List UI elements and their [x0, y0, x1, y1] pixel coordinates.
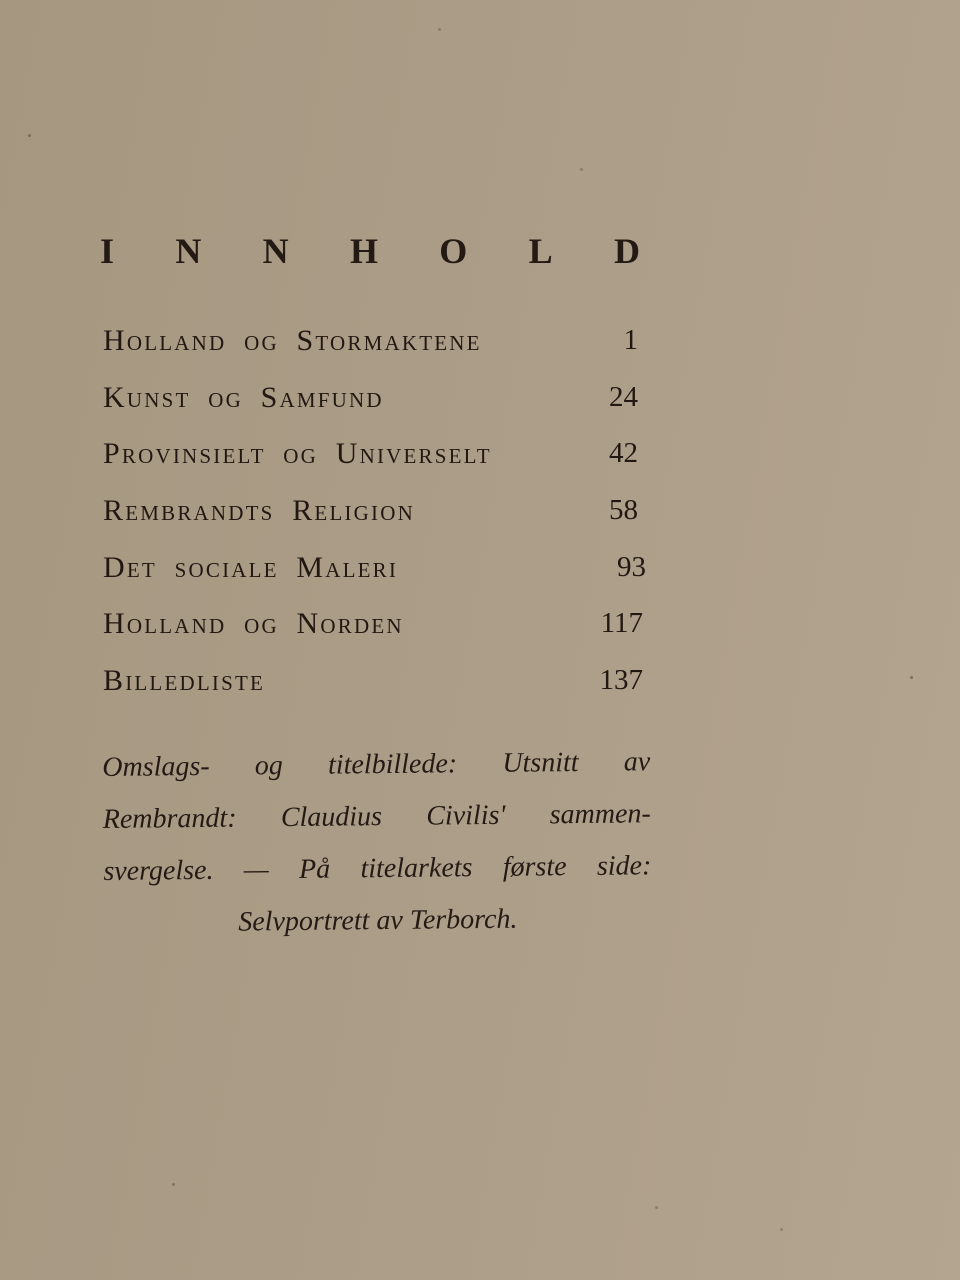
title-letter: I	[100, 231, 115, 271]
toc-entry-title: Det sociale Maleri	[103, 550, 399, 584]
toc-entry-page: 24	[609, 380, 638, 413]
toc-entry	[103, 658, 648, 715]
title-letter: N	[175, 231, 202, 271]
title-letter: H	[349, 231, 378, 271]
paper-speck	[780, 1228, 783, 1231]
toc-entry-title: Rembrandts Religion	[103, 494, 415, 528]
caption-line: svergelse. — På titelarkets første side:	[103, 850, 652, 887]
title-letter: L	[528, 231, 553, 271]
paper-speck	[28, 134, 31, 137]
toc-entry	[103, 431, 648, 488]
toc-entry-page: 58	[609, 494, 638, 527]
table-of-contents	[103, 318, 648, 715]
toc-entry-title: Holland og Stormaktene	[103, 324, 482, 357]
paper-speck	[910, 676, 913, 679]
caption-line: Selvportrett av Terborch.	[238, 903, 518, 938]
toc-entry-page: 42	[609, 437, 638, 470]
toc-entry-title: Billedliste	[103, 664, 266, 698]
paper-speck	[438, 28, 441, 31]
toc-entry-title: Holland og Norden	[103, 607, 404, 641]
paper-speck	[172, 1183, 175, 1186]
toc-entry	[103, 545, 648, 602]
paper-speck	[580, 168, 583, 171]
toc-entry	[103, 601, 648, 658]
image-credits-caption	[102, 736, 652, 950]
toc-entry-title: Provinsielt og Universelt	[103, 437, 492, 471]
page-title	[100, 230, 640, 272]
title-letter: D	[613, 231, 640, 271]
toc-entry	[103, 318, 648, 375]
caption-line: Rembrandt: Claudius Civilis' sammen-	[102, 798, 651, 835]
toc-entry	[103, 375, 648, 432]
title-letter: O	[439, 231, 468, 271]
toc-entry-page: 117	[600, 607, 643, 640]
toc-entry	[103, 488, 648, 545]
toc-entry-title: Kunst og Samfund	[103, 380, 384, 414]
caption-line: Omslags- og titelbillede: Utsnitt av	[102, 746, 651, 783]
toc-entry-page: 1	[623, 324, 638, 356]
toc-entry-page: 137	[599, 664, 643, 697]
title-letter: N	[262, 231, 289, 271]
paper-speck	[655, 1206, 658, 1209]
toc-entry-page: 93	[617, 550, 646, 583]
